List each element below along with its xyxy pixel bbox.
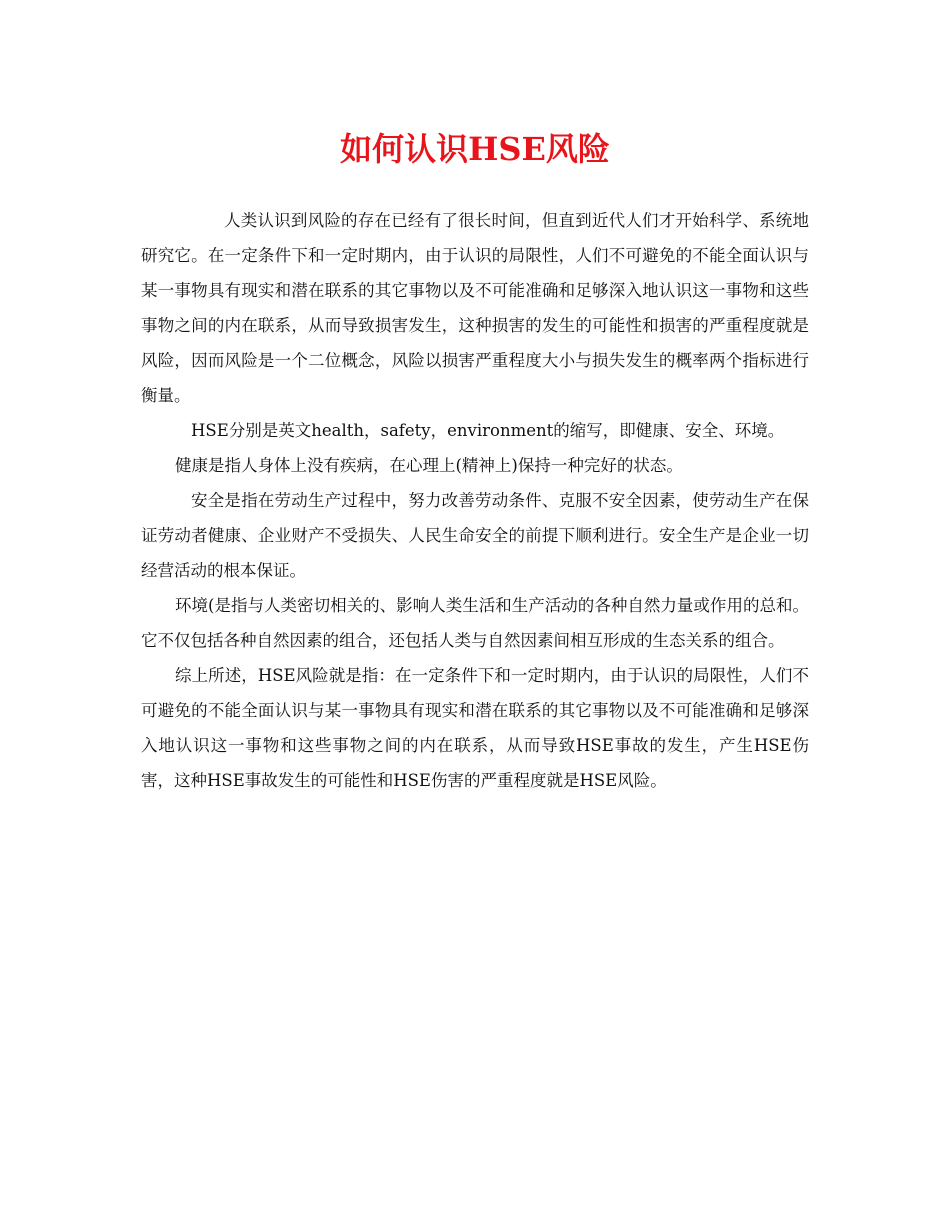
- paragraph-risk-definition: 人类认识到风险的存在已经有了很长时间，但直到近代人们才开始科学、系统地研究它。在一定条件下和一定时期内，由于认识的局限性，人们不可避免的不能全面认识与某一事物具有现实和潜在联系的其它事物以及不可能准确和足够深入地认识这一事物和这些事物之间的内在联系，从而导致损害发生，这种损害的发生的可能性和损害的严重程度就是风险，因而风险是一个二位概念，风险以损害严重程度大小与损失发生的概率两个指标进行衡量。: [141, 211, 809, 405]
- paragraph-hse-abbreviation: HSE分别是英文health，safety，environment的缩写，即健康、安全、环境。: [191, 421, 785, 440]
- paragraph-safety: 安全是指在劳动生产过程中，努力改善劳动条件、克服不安全因素，使劳动生产在保证劳动者健康、企业财产不受损失、人民生命安全的前提下顺利进行。安全生产是企业一切经营活动的根本保证。: [141, 491, 809, 580]
- page-title: 如何认识HSE风险: [340, 130, 610, 168]
- document-body: [141, 203, 809, 798]
- paragraph-hse-risk-summary: 综上所述，HSE风险就是指：在一定条件下和一定时期内，由于认识的局限性，人们不可避免的不能全面认识与某一事物具有现实和潜在联系的其它事物以及不可能准确和足够深入地认识这一事物和这些事物之间的内在联系，从而导致HSE事故的发生，产生HSE伤害，这种HSE事故发生的可能性和HSE伤害的严重程度就是HSE风险。: [141, 666, 809, 790]
- paragraph-health: 健康是指人身体上没有疾病，在心理上(精神上)保持一种完好的状态。: [175, 456, 683, 475]
- paragraph-environment: 环境(是指与人类密切相关的、影响人类生活和生产活动的各种自然力量或作用的总和。它不仅包括各种自然因素的组合，还包括人类与自然因素间相互形成的生态关系的组合。: [141, 596, 809, 650]
